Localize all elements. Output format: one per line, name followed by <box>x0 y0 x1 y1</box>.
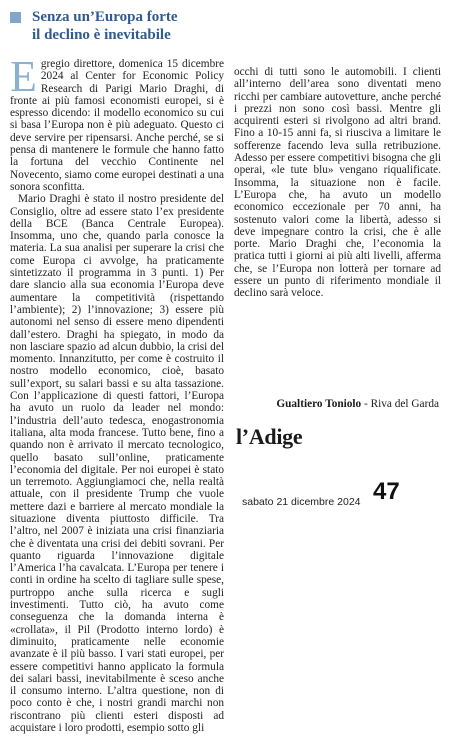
signature-name: Gualtiero Toniolo <box>276 398 362 410</box>
letter-column-right <box>234 66 441 416</box>
letter-column-left <box>10 58 224 742</box>
headline-line-2: il declino è inevitabile <box>32 27 171 43</box>
dropcap: E <box>10 58 37 101</box>
page-number: 47 <box>373 478 400 505</box>
headline-bullet-icon <box>10 12 21 23</box>
letter-paragraph-2: Mario Draghi è stato il nostro presidente del Consiglio, oltre ad essere stato l’ex presidente della BCE (Banca Centrale Europea). Insomma, uno che, quando parla conosce la materia. La sua analisi per superare la crisi che come Europa ci avvolge, ha praticamente sintetizzato il programma in 3 punti. 1) Per dare slancio alla sua economia l’Europa deve aumentare la competitività (rispettando l’ambiente); 2) l’innovazione; 3) essere più autonomi nel senso di essere meno dipendenti dall’estero. Draghi ha spiegato, in modo da non lasciare spazio ad alcun dubbio, la crisi del momento. Innanzitutto, per come è costruito il nostro modello economico, cioè, basato sull’export, su salari bassi e su alta tassazione. Con l’applicazione di questi fattori, l’Europa ha avuto un ruolo da leader nel mondo: l’industria dell’auto tedesca, enogastronomia italiana, alta moda francese. Tutto bene, fino a quando non è arrivato il mercato tecnologico, quello basato sull’online, praticamente l’economia del digitale. Per noi europei è stato un terremoto. Aggiungiamoci che, nella realtà attuale, con il presidente Trump che vuole mettere dazi e barriere al mercato mondiale la situazione diventa piuttosto difficile. Tra l’altro, nel 2007 è iniziata una crisi finanziaria che è diventata una crisi dei debiti sovrani. Per quanto riguarda l’innovazione digitale l’America l’ha cavalcata. L’Europa per tenere i conti in ordine ha scelto di tagliare sulle spese, purtroppo anche sulla ricerca e sugli investimenti. Tutto ciò, ha avuto come conseguenza che la domanda interna è «crollata», il Pil (Prodotto interno lordo) è diminuito, praticamente nelle economie avanzate è il più basso. I vari stati europei, per essere competitivi hanno applicato la formula dei salari bassi, inevitabilmente è sceso anche il consumo interno. L’altra questione, non di poco conto è che, i nostri grandi marchi non riscontrano più clienti esteri disposti ad acquistare i loro prodotti, esempio sotto gli <box>10 193 224 735</box>
letter-paragraph-1 <box>10 58 224 193</box>
headline-line-1: Senza un’Europa forte <box>32 9 178 25</box>
letter-continuation: occhi di tutti sono le automobili. I clienti all’interno dell’area sono diventati meno ricchi per cambiare autovetture, anche perché i prezzi non sono così bassi. Mentre gli acquirenti esteri si rivolgono ad altri brand. Fino a 10-15 anni fa, si riusciva a limitare le sofferenze facendo leva sulla retribuzione. Adesso per essere competitivi bisogna che gli operai, «le tute blu» vengano riqualificate. Insomma, la situazione non è facile. L’Europa che, ha avuto un modello economico eccezionale per 70 anni, ha sostenuto valori come la libertà, adesso si deve impegnare contro la crisi, che è alle porte. Mario Draghi che, l’economia la pratica tutti i giorni ai più alti livelli, afferma che, se l’Europa non lotterà per tornare ad essere un punto di riferimento mondiale il declino sarà veloce. <box>234 66 441 300</box>
signature-place: - Riva del Garda <box>361 398 439 410</box>
signature <box>234 398 439 410</box>
letter-paragraph-1-text: gregio direttore, domenica 15 dicembre 2024 al Center for Economic Policy Research di Parigi Mario Draghi, di fronte ai più famosi economisti europei, si è espresso dicendo: il modello economico su cui si basa l’Europa non è più adeguato. Questo ci deve servire per ripensarsi. Anche perché, se si pensa di mantenere le formule che hanno fatto la fortuna del vecchio Continente nel Novecento, siamo come europei destinati a una sonora sconfitta. <box>10 58 224 193</box>
publication-date: sabato 21 dicembre 2024 <box>242 496 361 508</box>
newspaper-masthead: l’Adige <box>236 424 303 449</box>
